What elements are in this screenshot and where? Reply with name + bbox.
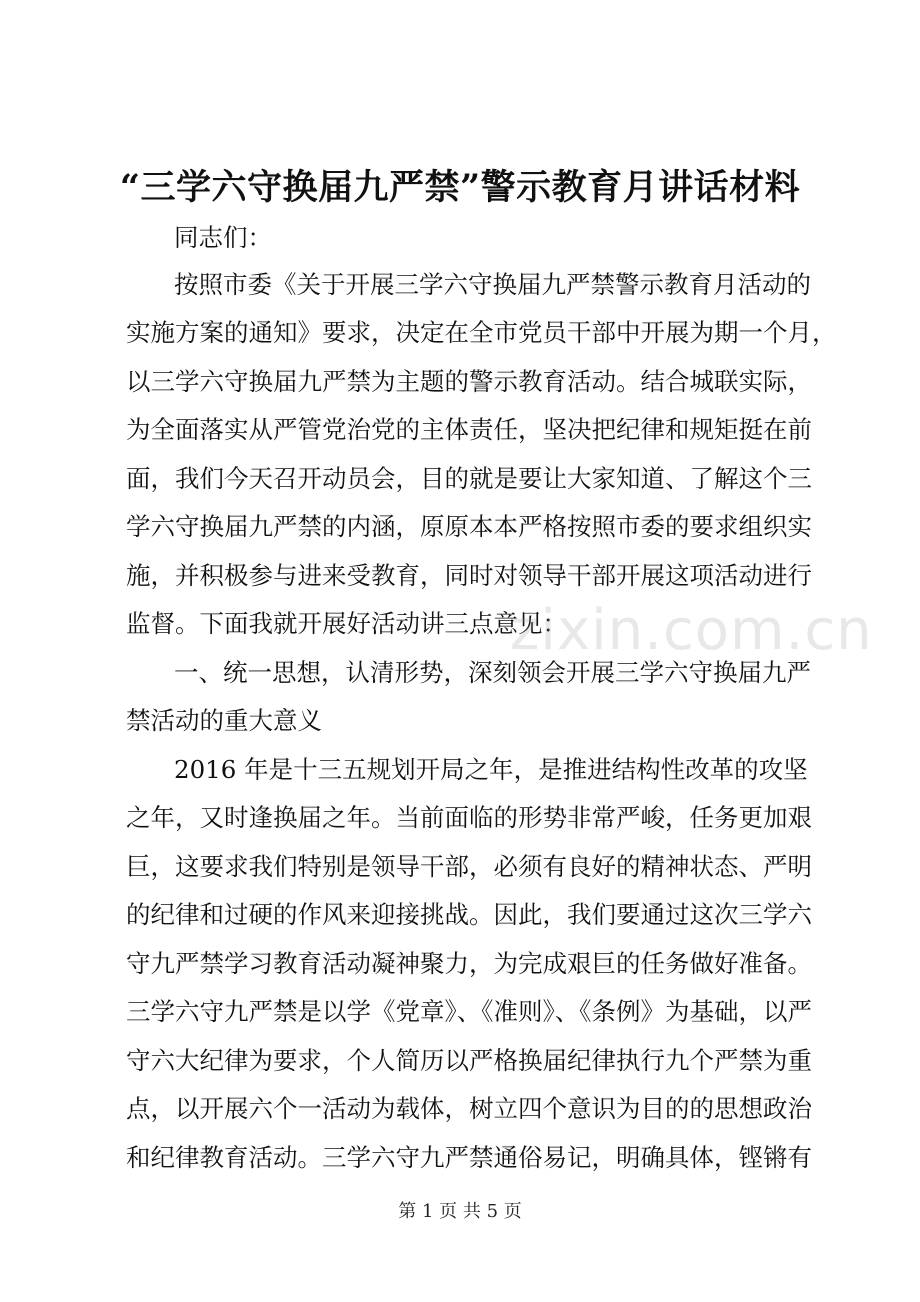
body-line: 为全面落实从严管党治党的主体责任，坚决把纪律和规矩挺在前 [126, 415, 812, 444]
body-line: 学六守换届九严禁的内涵，原原本本严格按照市委的要求组织实 [126, 512, 812, 541]
body-line: 按照市委《关于开展三学六守换届九严禁警示教育月活动的 [174, 270, 811, 299]
body-line: 面，我们今天召开动员会，目的就是要让大家知道、了解这个三 [126, 464, 812, 493]
watermark: zixin.com.cn [510, 598, 873, 663]
body-line: 的纪律和过硬的作风来迎接挑战。因此，我们要通过这次三学六 [126, 900, 812, 929]
body-line: 和纪律教育活动。三学六守九严禁通俗易记，明确具体，铿锵有 [126, 1143, 812, 1172]
body-line: 三学六守九严禁是以学《党章》、《准则》、《条例》为基础，以严 [126, 997, 812, 1026]
body-line: 点，以开展六个一活动为载体，树立四个意识为目的的思想政治 [126, 1094, 812, 1123]
body-line: 巨，这要求我们特别是领导干部，必须有良好的精神状态、严明 [126, 852, 812, 881]
body-line: 实施方案的通知》要求，决定在全市党员干部中开展为期一个月， [126, 318, 837, 347]
body-line: 施，并积极参与进来受教育，同时对领导干部开展这项活动进行 [126, 561, 812, 590]
section-heading: 禁活动的重大意义 [126, 706, 322, 735]
body-line: 守九严禁学习教育活动凝神聚力，为完成艰巨的任务做好准备。 [126, 949, 812, 978]
body-line: 之年，又时逢换届之年。当前面临的形势非常严峻，任务更加艰 [126, 803, 812, 832]
body-line: 守六大纪律为要求，个人简历以严格换届纪律执行九个严禁为重 [126, 1046, 812, 1075]
section-heading: 一、统一思想，认清形势，深刻领会开展三学六守换届九严 [174, 658, 811, 687]
body-line: 监督。下面我就开展好活动讲三点意见： [126, 609, 567, 638]
page-footer: 第 1 页 共 5 页 [398, 1201, 522, 1222]
body-line: 2016 年是十三五规划开局之年，是推进结构性改革的攻坚 [174, 755, 808, 784]
salutation: 同志们： [174, 223, 272, 252]
document-title: “三学六守换届九严禁”警示教育月讲话材料 [119, 167, 801, 208]
body-line: 以三学六守换届九严禁为主题的警示教育活动。结合城联实际， [126, 367, 812, 396]
